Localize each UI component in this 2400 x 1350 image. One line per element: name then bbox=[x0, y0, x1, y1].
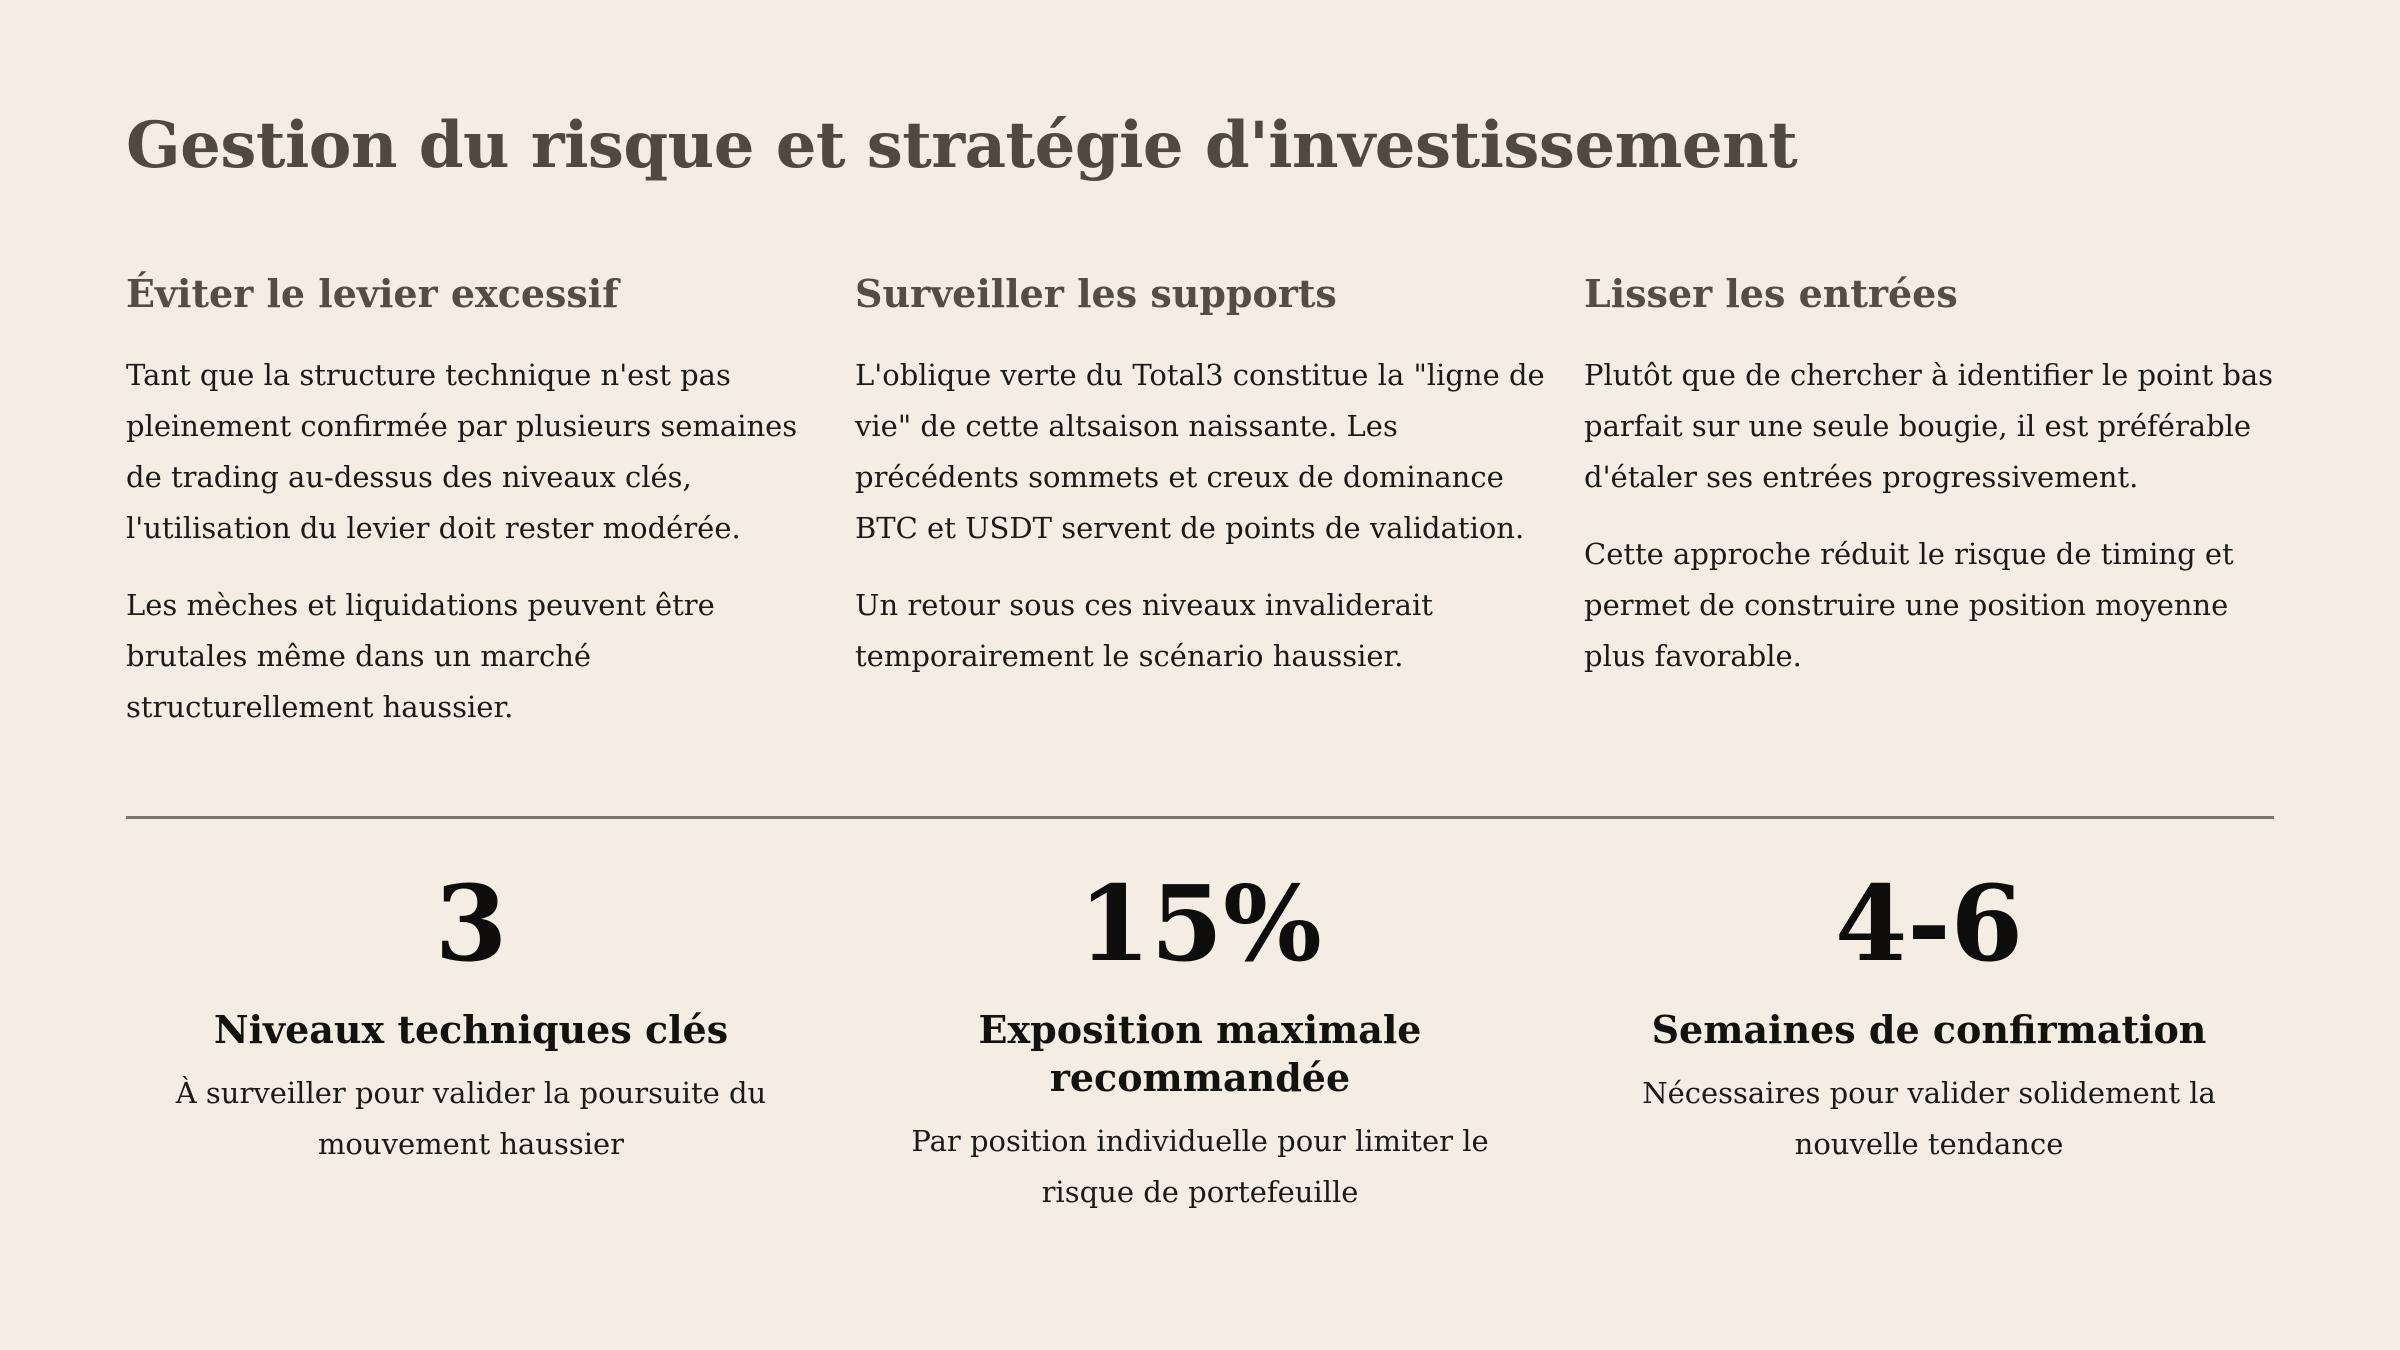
stat-value: 15% bbox=[1078, 862, 1322, 985]
strategy-columns bbox=[126, 268, 2274, 759]
stat-value: 3 bbox=[434, 862, 508, 985]
column-paragraph: Tant que la structure technique n'est pas pleinement confirmée par plusieurs semaines de trading au-dessus des niveaux clés, l'utilisation du levier doit rester modérée. bbox=[126, 358, 798, 545]
section-divider bbox=[126, 816, 2274, 819]
stat-label: Niveaux techniques clés bbox=[213, 1007, 729, 1052]
stat-confirmation-weeks bbox=[1584, 862, 2274, 1218]
column-heading: Surveiller les supports bbox=[855, 271, 1337, 316]
column-supports bbox=[855, 268, 1545, 759]
column-paragraph: Cette approche réduit le risque de timing et permet de construire une position moyenne plus favorable. bbox=[1584, 537, 2234, 673]
stats-row bbox=[126, 862, 2274, 1218]
stat-description: À surveiller pour valider la poursuite du mouvement haussier bbox=[175, 1076, 767, 1161]
stat-label: Semaines de confirmation bbox=[1651, 1007, 2207, 1052]
stat-description: Par position individuelle pour limiter le risque de portefeuille bbox=[911, 1124, 1489, 1209]
column-paragraph: Un retour sous ces niveaux invaliderait temporairement le scénario haussier. bbox=[855, 588, 1433, 673]
column-entries bbox=[1584, 268, 2274, 759]
column-paragraph: Les mèches et liquidations peuvent être brutales même dans un marché structurellement haussier. bbox=[126, 588, 715, 724]
column-paragraph: L'oblique verte du Total3 constitue la "ligne de vie" de cette altsaison naissante. Les précédents sommets et creux de dominance BTC et USDT servent de points de validation. bbox=[855, 358, 1545, 545]
stat-label: Exposition maximale recommandée bbox=[978, 1007, 1422, 1100]
stat-value: 4-6 bbox=[1835, 862, 2023, 985]
column-paragraph: Plutôt que de chercher à identifier le point bas parfait sur une seule bougie, il est préférable d'étaler ses entrées progressivement. bbox=[1584, 358, 2274, 494]
stat-description: Nécessaires pour valider solidement la nouvelle tendance bbox=[1642, 1076, 2216, 1161]
column-leverage bbox=[126, 268, 816, 759]
slide bbox=[126, 0, 2274, 1350]
column-heading: Éviter le levier excessif bbox=[126, 271, 619, 316]
column-heading: Lisser les entrées bbox=[1584, 271, 1958, 316]
page-title: Gestion du risque et stratégie d'investissement bbox=[126, 108, 1798, 183]
stat-max-exposure bbox=[855, 862, 1545, 1218]
stat-key-levels bbox=[126, 862, 816, 1218]
